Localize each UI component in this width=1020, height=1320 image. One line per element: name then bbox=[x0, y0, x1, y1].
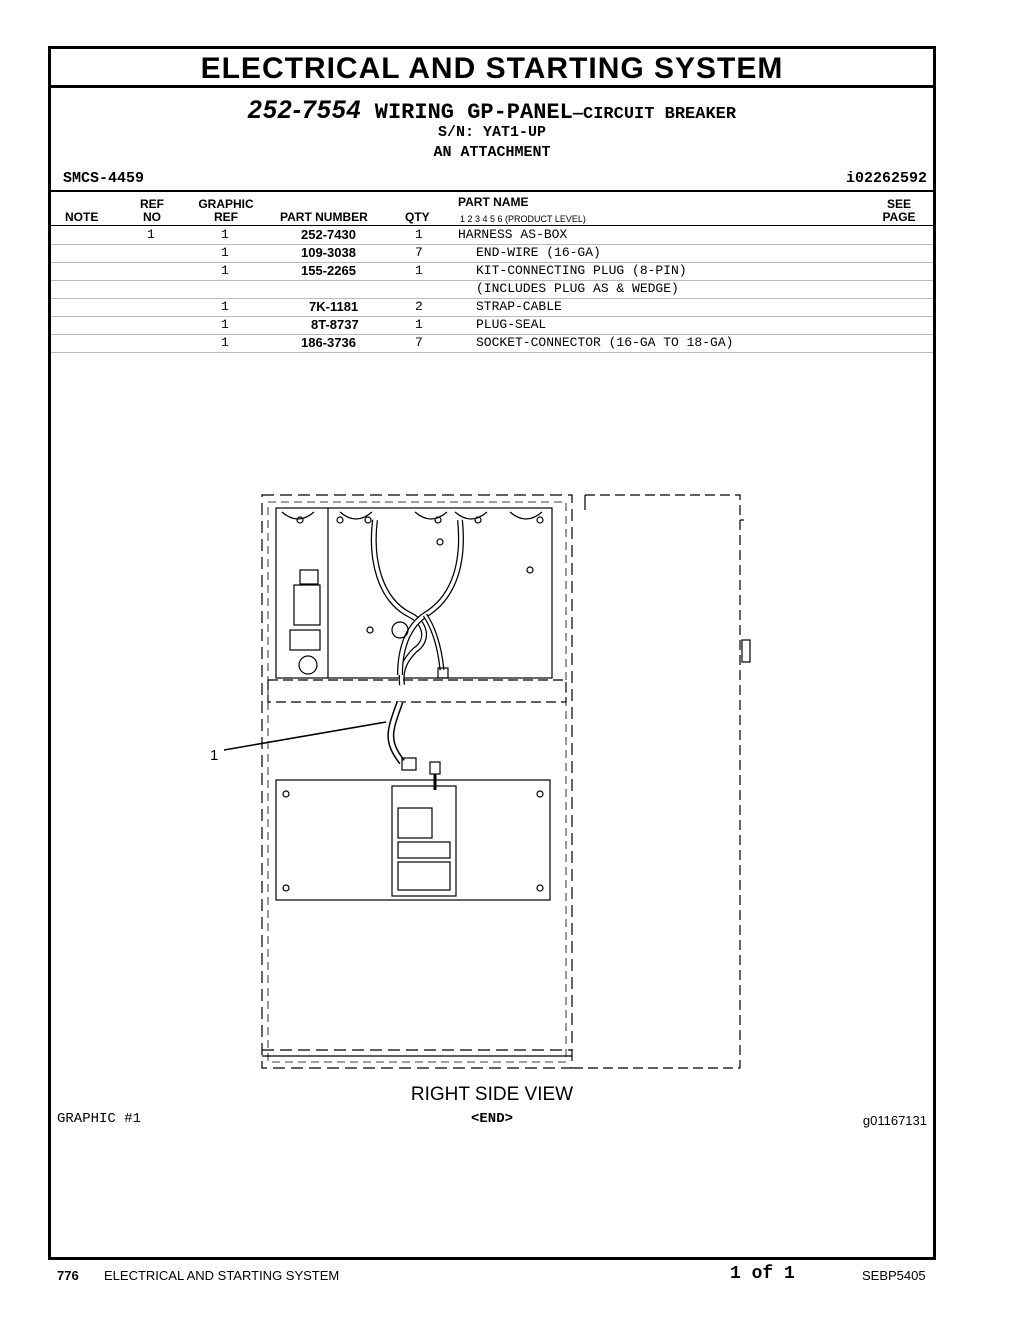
circuit-breaker bbox=[392, 786, 456, 896]
group-heading bbox=[51, 96, 933, 125]
page-of: 1 of 1 bbox=[730, 1264, 795, 1284]
table-row: (INCLUDES PLUG AS & WEDGE) bbox=[51, 280, 933, 299]
col-note: NOTE bbox=[65, 210, 99, 224]
product-levels: 1 2 3 4 5 6 (PRODUCT LEVEL) bbox=[460, 214, 586, 224]
attachment-label: AN ATTACHMENT bbox=[433, 144, 551, 161]
illustration-id: i02262592 bbox=[845, 170, 927, 187]
graphic-label: GRAPHIC #1 bbox=[57, 1111, 142, 1127]
graphic-id: g01167131 bbox=[862, 1113, 927, 1128]
doc-id: SEBP5405 bbox=[862, 1268, 926, 1283]
table-row: 1 1 252-7430 1 HARNESS AS-BOX bbox=[51, 226, 933, 245]
title-divider bbox=[51, 85, 933, 88]
breaker-panel bbox=[276, 780, 550, 900]
end-marker: <END> bbox=[470, 1111, 513, 1127]
group-number: 252-7554 bbox=[247, 96, 362, 124]
col-see-page: SEE PAGE bbox=[882, 197, 916, 224]
group-suffix: —CIRCUIT BREAKER bbox=[572, 105, 737, 124]
serial-number: S/N: YAT1-UP bbox=[437, 124, 547, 141]
group-name: WIRING GP-PANEL bbox=[374, 100, 573, 125]
col-ref-no: REF NO bbox=[140, 197, 164, 224]
col-qty: QTY bbox=[405, 210, 430, 224]
callout-1: 1 bbox=[210, 747, 219, 764]
col-part-name: PART NAME bbox=[458, 195, 529, 209]
page-number: 776 bbox=[57, 1268, 79, 1283]
cabinet-outline bbox=[262, 495, 572, 1068]
col-part-number: PART NUMBER bbox=[280, 210, 368, 224]
table-row: 1 109-3038 7 END-WIRE (16-GA) bbox=[51, 244, 933, 263]
table-row: 1 7K-1181 2 STRAP-CABLE bbox=[51, 298, 933, 317]
section-title: ELECTRICAL AND STARTING SYSTEM bbox=[200, 52, 784, 85]
smcs-code: SMCS-4459 bbox=[63, 170, 145, 187]
col-graphic-ref: GRAPHIC REF bbox=[198, 197, 254, 224]
footer-section: ELECTRICAL AND STARTING SYSTEM bbox=[104, 1268, 340, 1283]
view-label: RIGHT SIDE VIEW bbox=[410, 1084, 574, 1105]
table-row: 1 8T-8737 1 PLUG-SEAL bbox=[51, 316, 933, 335]
table-row: 1 155-2265 1 KIT-CONNECTING PLUG (8-PIN) bbox=[51, 262, 933, 281]
panel-illustration bbox=[210, 490, 770, 1080]
header-divider bbox=[51, 190, 933, 192]
table-row: 1 186-3736 7 SOCKET-CONNECTOR (16-GA TO 18-GA) bbox=[51, 334, 933, 353]
